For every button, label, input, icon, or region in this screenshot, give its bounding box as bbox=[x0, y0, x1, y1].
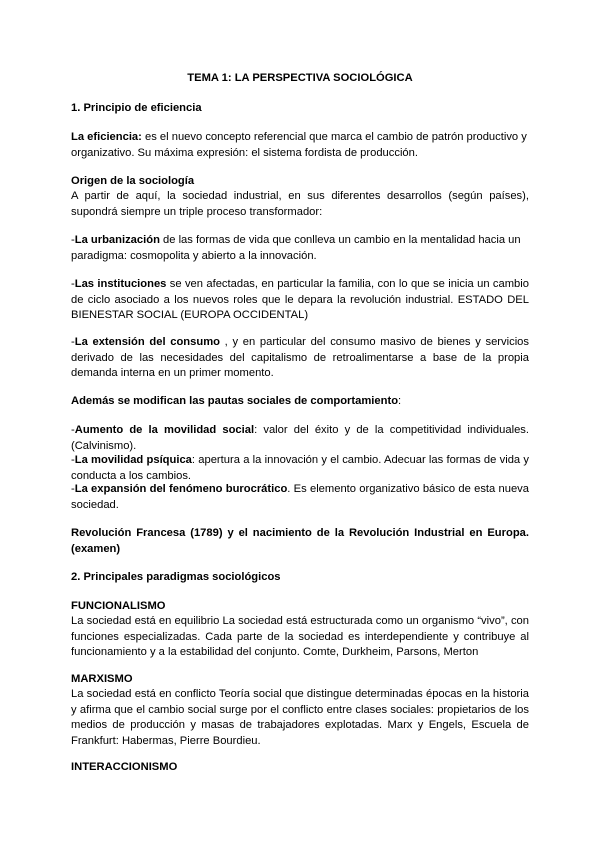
revolucion-paragraph: Revolución Francesa (1789) y el nacimiento de la Revolución Industrial en Europa. (examen) bbox=[71, 527, 529, 555]
funcionalismo-heading: FUNCIONALISMO bbox=[71, 600, 166, 612]
list-item-urbanizacion: -La urbanización de las formas de vida que conlleva un cambio en la mentalidad hacia un paradigma: cosmopolita y abierto a la innovación. bbox=[71, 234, 521, 262]
origen-paragraph: A partir de aquí, la sociedad industrial, en sus diferentes desarrollos (según países), supondrá siempre un triple proceso transformador: bbox=[71, 190, 529, 218]
marxismo-paragraph: La sociedad está en conflicto Teoría social que distingue determinadas épocas en la historia y afirma que el cambio social surge por el conflicto entre clases sociales: propietarios de los medios de producción y masas de trabajadores explotadas. Marx y Engels, Escuela de Frankfurt: Habermas, Pierre Bourdieu. bbox=[71, 688, 529, 747]
list-item-movilidad-psiquica: -La movilidad psíquica: apertura a la innovación y el cambio. Adecuar las formas de vida y conducta a los cambios. bbox=[71, 454, 529, 482]
origen-heading: Origen de la sociología bbox=[71, 175, 195, 187]
document-title: TEMA 1: LA PERSPECTIVA SOCIOLÓGICA bbox=[187, 72, 413, 84]
list-item-movilidad-social: -Aumento de la movilidad social: valor del éxito y de la competitividad individuales. (Calvinismo). bbox=[71, 424, 529, 452]
section-2-heading: 2. Principales paradigmas sociológicos bbox=[71, 571, 281, 583]
marxismo-heading: MARXISMO bbox=[71, 673, 133, 685]
funcionalismo-paragraph: La sociedad está en equilibrio La sociedad está estructurada como un organismo “vivo”, con funciones especializadas. Cada parte de la sociedad es interdependiente y contribuye al funcionamiento y a la estabilidad del conjunto. Comte, Durkheim, Parsons, Merton bbox=[71, 615, 529, 659]
list-item-burocratico: -La expansión del fenómeno burocrático. Es elemento organizativo básico de esta nueva sociedad. bbox=[71, 483, 529, 511]
eficiencia-paragraph: La eficiencia: es el nuevo concepto referencial que marca el cambio de patrón productivo y organizativo. Su máxima expresión: el sistema fordista de producción. bbox=[71, 131, 527, 159]
list-item-consumo: -La extensión del consumo , y en particular del consumo masivo de bienes y servicios derivado de las necesidades del capitalismo de retroalimentarse a base de la propia demanda interna en un primer momento. bbox=[71, 336, 529, 380]
interaccionismo-heading: INTERACCIONISMO bbox=[71, 761, 178, 773]
list-item-instituciones: -Las instituciones se ven afectadas, en particular la familia, con lo que se inicia un cambio de ciclo asociado a los nuevos roles que le depara la revolución industrial. ESTADO DEL BIENESTAR SOCIAL (EUROPA OCCIDENTAL) bbox=[71, 278, 529, 322]
section-1-heading: 1. Principio de eficiencia bbox=[71, 102, 202, 114]
pautas-heading: Además se modifican las pautas sociales de comportamiento: bbox=[71, 395, 402, 407]
